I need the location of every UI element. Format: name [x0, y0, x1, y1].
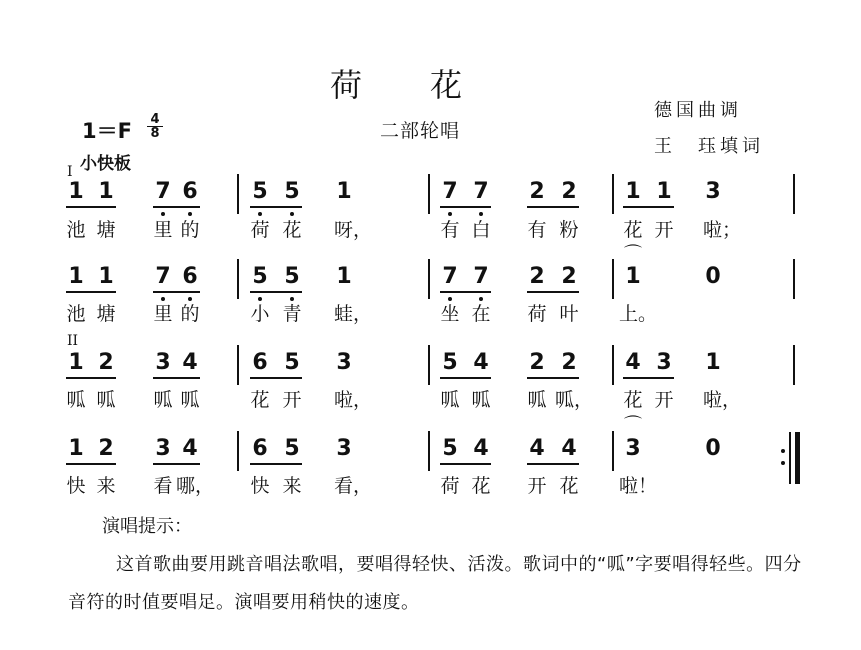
lyric: 里 — [153, 219, 173, 241]
note: 5 — [442, 350, 458, 375]
lyric: 荷 — [440, 475, 460, 497]
beam — [440, 377, 491, 379]
lyric: 来 — [282, 475, 302, 497]
note: 3 — [705, 179, 721, 204]
beam — [527, 206, 579, 208]
lyric: 上。 — [619, 303, 658, 325]
fermata-icon: ⌒ — [624, 415, 642, 436]
note: 5 — [252, 264, 268, 289]
lyric: 的 — [180, 303, 200, 325]
low-octave-dot — [258, 212, 262, 216]
lyric: 花 — [282, 219, 302, 241]
final-bar-thin — [789, 432, 791, 484]
note: 3 — [656, 350, 672, 375]
low-octave-dot — [161, 297, 165, 301]
lyric: 啦； — [703, 219, 742, 241]
bar-line — [428, 431, 430, 471]
low-octave-dot — [479, 297, 483, 301]
note: 1 — [705, 350, 721, 375]
lyric: 坐 — [440, 303, 460, 325]
note: 1 — [336, 264, 352, 289]
note: 1 — [625, 264, 641, 289]
bar-line — [237, 259, 239, 299]
lyric: 开 — [527, 475, 547, 497]
note: 6 — [182, 179, 198, 204]
note: 1 — [68, 264, 84, 289]
beam — [250, 463, 302, 465]
note: 2 — [561, 350, 577, 375]
bar-line — [612, 174, 614, 214]
beam — [153, 377, 200, 379]
lyric: 蛙， — [334, 303, 373, 325]
beam — [66, 291, 116, 293]
low-octave-dot — [290, 297, 294, 301]
lyric: 花 — [559, 475, 579, 497]
lyric: 开 — [654, 219, 674, 241]
note: 1 — [625, 179, 641, 204]
note: 4 — [529, 436, 545, 461]
note: 1 — [68, 436, 84, 461]
repeat-dot — [781, 461, 785, 465]
beam — [527, 377, 579, 379]
lyric: 呱 — [180, 389, 200, 411]
beam — [250, 206, 302, 208]
note: 4 — [625, 350, 641, 375]
final-bar-thick — [795, 432, 800, 484]
note: 6 — [182, 264, 198, 289]
lyric: 荷 — [250, 219, 270, 241]
lyric: 花 — [623, 219, 643, 241]
bar-line — [612, 345, 614, 385]
note: 5 — [284, 264, 300, 289]
note: 2 — [561, 179, 577, 204]
bar-line — [793, 345, 795, 385]
note: 7 — [473, 179, 489, 204]
note: 5 — [252, 179, 268, 204]
lyric: 快 — [250, 475, 270, 497]
tempo-marking: 小快板 — [80, 154, 131, 174]
bar-line — [793, 174, 795, 214]
lyric: 花 — [250, 389, 270, 411]
note: 7 — [155, 264, 171, 289]
lyric: 呀， — [334, 219, 373, 241]
beam — [153, 206, 200, 208]
lyric: 有 — [440, 219, 460, 241]
low-octave-dot — [188, 297, 192, 301]
note: 7 — [473, 264, 489, 289]
lyric: 花 — [623, 389, 643, 411]
note: 4 — [182, 350, 198, 375]
lyric: 看 — [153, 475, 173, 497]
key-signature: 1＝F — [82, 119, 132, 143]
lyric: 呱 — [96, 389, 116, 411]
lyric-credit: 王 珏填词 — [654, 136, 764, 157]
lyric: 池 — [66, 219, 86, 241]
note: 6 — [252, 350, 268, 375]
time-signature-top: 4 — [147, 114, 163, 127]
note: 2 — [561, 264, 577, 289]
low-octave-dot — [448, 212, 452, 216]
lyric: 在 — [471, 303, 491, 325]
beam — [440, 463, 491, 465]
lyric: 粉 — [559, 219, 579, 241]
lyric: 叶 — [559, 303, 579, 325]
bar-line — [793, 259, 795, 299]
note: 3 — [625, 436, 641, 461]
lyric: 呱 — [440, 389, 460, 411]
note: 3 — [155, 350, 171, 375]
note: 5 — [284, 436, 300, 461]
lyric: 呱 — [66, 389, 86, 411]
bar-line — [612, 259, 614, 299]
note: 1 — [68, 179, 84, 204]
hints-body: 这首歌曲要用跳音唱法歌唱，要唱得轻快、活泼。歌词中的“呱”字要唱得轻些。四分音符的时值要唱足。演唱要用稍快的速度。 — [68, 554, 802, 613]
low-octave-dot — [161, 212, 165, 216]
lyric: 呱 — [471, 389, 491, 411]
note: 3 — [336, 350, 352, 375]
note: 1 — [656, 179, 672, 204]
lyric: 塘 — [96, 219, 116, 241]
lyric: 呱， — [555, 389, 594, 411]
note: 2 — [529, 179, 545, 204]
beam — [153, 463, 200, 465]
lyric: 开 — [654, 389, 674, 411]
bar-line — [612, 431, 614, 471]
low-octave-dot — [479, 212, 483, 216]
lyric: 来 — [96, 475, 116, 497]
lyric: 有 — [527, 219, 547, 241]
bar-line — [428, 259, 430, 299]
beam — [623, 206, 674, 208]
note: 2 — [529, 264, 545, 289]
note: 5 — [284, 350, 300, 375]
low-octave-dot — [258, 297, 262, 301]
lyric: 开 — [282, 389, 302, 411]
beam — [250, 377, 302, 379]
lyric: 小 — [250, 303, 270, 325]
part-label-2: II — [67, 333, 79, 349]
note: 4 — [561, 436, 577, 461]
note: 2 — [98, 436, 114, 461]
repeat-dot — [781, 449, 785, 453]
beam — [527, 463, 579, 465]
lyric: 看， — [334, 475, 373, 497]
note: 4 — [473, 436, 489, 461]
beam — [250, 291, 302, 293]
lyric: 荷 — [527, 303, 547, 325]
low-octave-dot — [188, 212, 192, 216]
lyric: 快 — [66, 475, 86, 497]
lyric: 呱 — [153, 389, 173, 411]
note: 5 — [442, 436, 458, 461]
time-signature-bottom: 8 — [150, 126, 160, 141]
lyric: 哪， — [176, 475, 215, 497]
subtitle: 二部轮唱 — [380, 120, 461, 142]
low-octave-dot — [448, 297, 452, 301]
beam — [66, 377, 116, 379]
lyric: 啦， — [334, 389, 373, 411]
beam — [66, 206, 116, 208]
note: 1 — [98, 179, 114, 204]
note: 2 — [98, 350, 114, 375]
beam — [153, 291, 200, 293]
music-credit: 德国曲调 — [654, 100, 742, 121]
lyric: 塘 — [96, 303, 116, 325]
note: 2 — [529, 350, 545, 375]
fermata-icon: ⌒ — [624, 244, 642, 265]
low-octave-dot — [290, 212, 294, 216]
song-title: 荷花 — [330, 66, 531, 104]
lyric: 池 — [66, 303, 86, 325]
beam — [527, 291, 579, 293]
lyric: 花 — [471, 475, 491, 497]
bar-line — [428, 174, 430, 214]
note: 6 — [252, 436, 268, 461]
note: 7 — [442, 179, 458, 204]
lyric: 啦！ — [619, 475, 658, 497]
lyric: 啦， — [703, 389, 742, 411]
note: 4 — [182, 436, 198, 461]
note: 3 — [155, 436, 171, 461]
beam — [440, 206, 491, 208]
note: 1 — [98, 264, 114, 289]
bar-line — [237, 174, 239, 214]
note: 3 — [336, 436, 352, 461]
note: 7 — [155, 179, 171, 204]
lyric: 呱 — [527, 389, 547, 411]
time-signature — [147, 114, 163, 139]
note: 0 — [705, 264, 721, 289]
hints-title: 演唱提示： — [102, 516, 192, 537]
note: 1 — [336, 179, 352, 204]
beam — [66, 463, 116, 465]
note: 0 — [705, 436, 721, 461]
bar-line — [237, 345, 239, 385]
note: 4 — [473, 350, 489, 375]
note: 1 — [68, 350, 84, 375]
lyric: 白 — [471, 219, 491, 241]
part-label-1: I — [67, 164, 73, 180]
lyric: 里 — [153, 303, 173, 325]
note: 7 — [442, 264, 458, 289]
bar-line — [428, 345, 430, 385]
lyric: 的 — [180, 219, 200, 241]
beam — [623, 377, 674, 379]
note: 5 — [284, 179, 300, 204]
bar-line — [237, 431, 239, 471]
lyric: 青 — [282, 303, 302, 325]
beam — [440, 291, 491, 293]
